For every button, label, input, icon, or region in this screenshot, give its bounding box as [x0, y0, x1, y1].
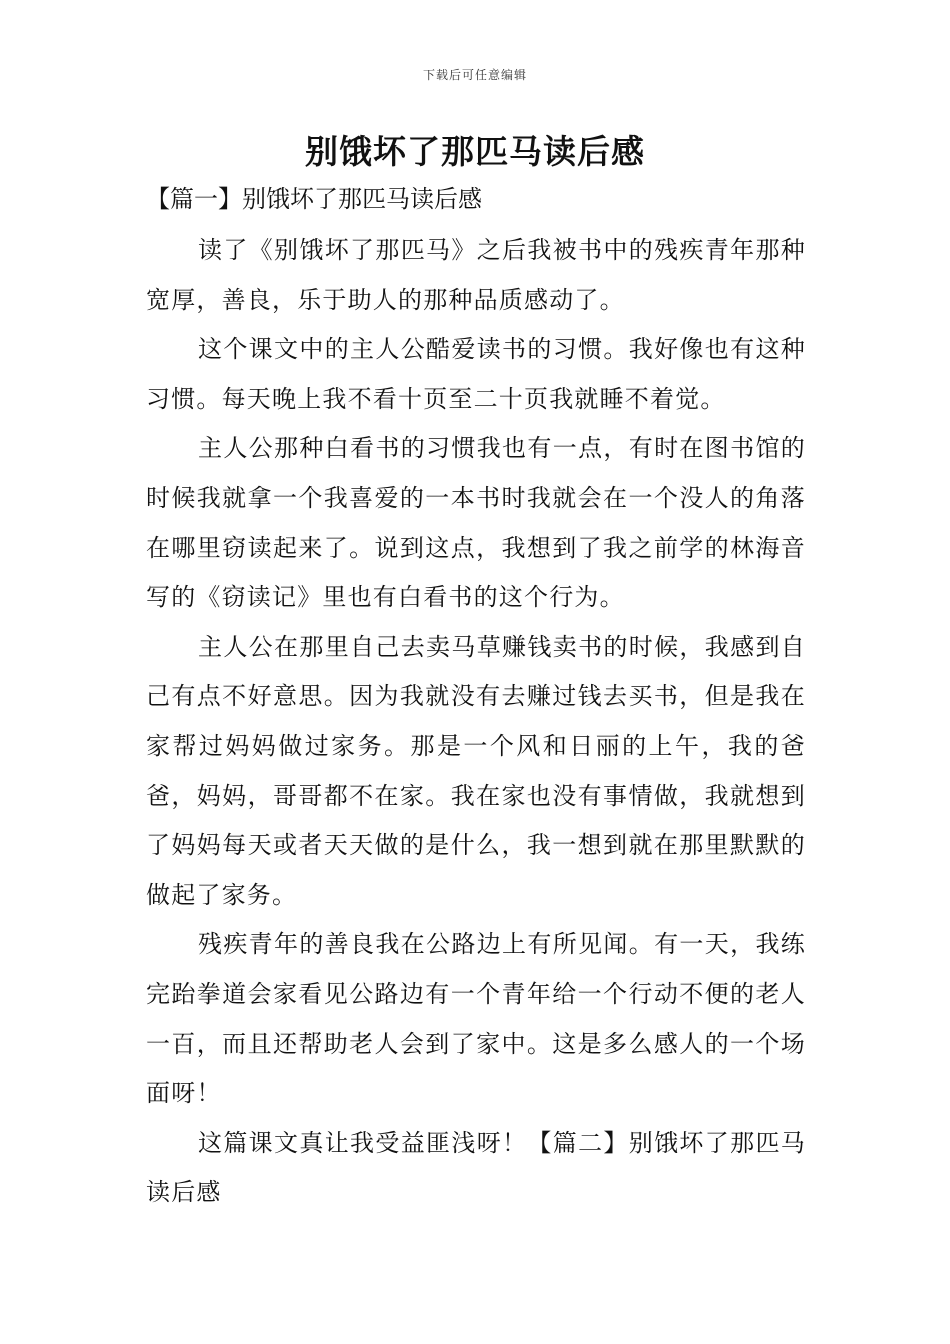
paragraph: 这篇课文真让我受益匪浅呀！【篇二】别饿坏了那匹马读后感: [146, 1128, 806, 1207]
paragraph: 主人公那种白看书的习惯我也有一点，有时在图书馆的时候我就拿一个我喜爱的一本书时我就会在一个没人的角落在哪里窃读起来了。说到这点，我想到了我之前学的林海音写的《窃读记》里也有白看书的这个行为。: [146, 434, 806, 612]
paragraph: 这个课文中的主人公酷爱读书的习惯。我好像也有这种习惯。每天晚上我不看十页至二十页我就睡不着觉。: [146, 335, 806, 413]
document-title: 别饿坏了那匹马读后感: [305, 132, 645, 171]
section-heading: 【篇一】别饿坏了那匹马读后感: [146, 185, 482, 213]
paragraph: 主人公在那里自己去卖马草赚钱卖书的时候，我感到自己有点不好意思。因为我就没有去赚过钱去买书，但是我在家帮过妈妈做过家务。那是一个风和日丽的上午，我的爸爸，妈妈，哥哥都不在家。我在家也没有事情做，我就想到了妈妈每天或者天天做的是什么，我一想到就在那里默默的做起了家务。: [146, 632, 806, 909]
paragraph: 残疾青年的善良我在公路边上有所见闻。有一天，我练完跆拳道会家看见公路边有一个青年给一个行动不便的老人一百，而且还帮助老人会到了家中。这是多么感人的一个场面呀！: [146, 930, 806, 1108]
header-note: 下载后可任意编辑: [422, 68, 527, 82]
document-body: [146, 226, 806, 1218]
paragraph: 读了《别饿坏了那匹马》之后我被书中的残疾青年那种宽厚，善良，乐于助人的那种品质感动了。: [146, 236, 806, 314]
